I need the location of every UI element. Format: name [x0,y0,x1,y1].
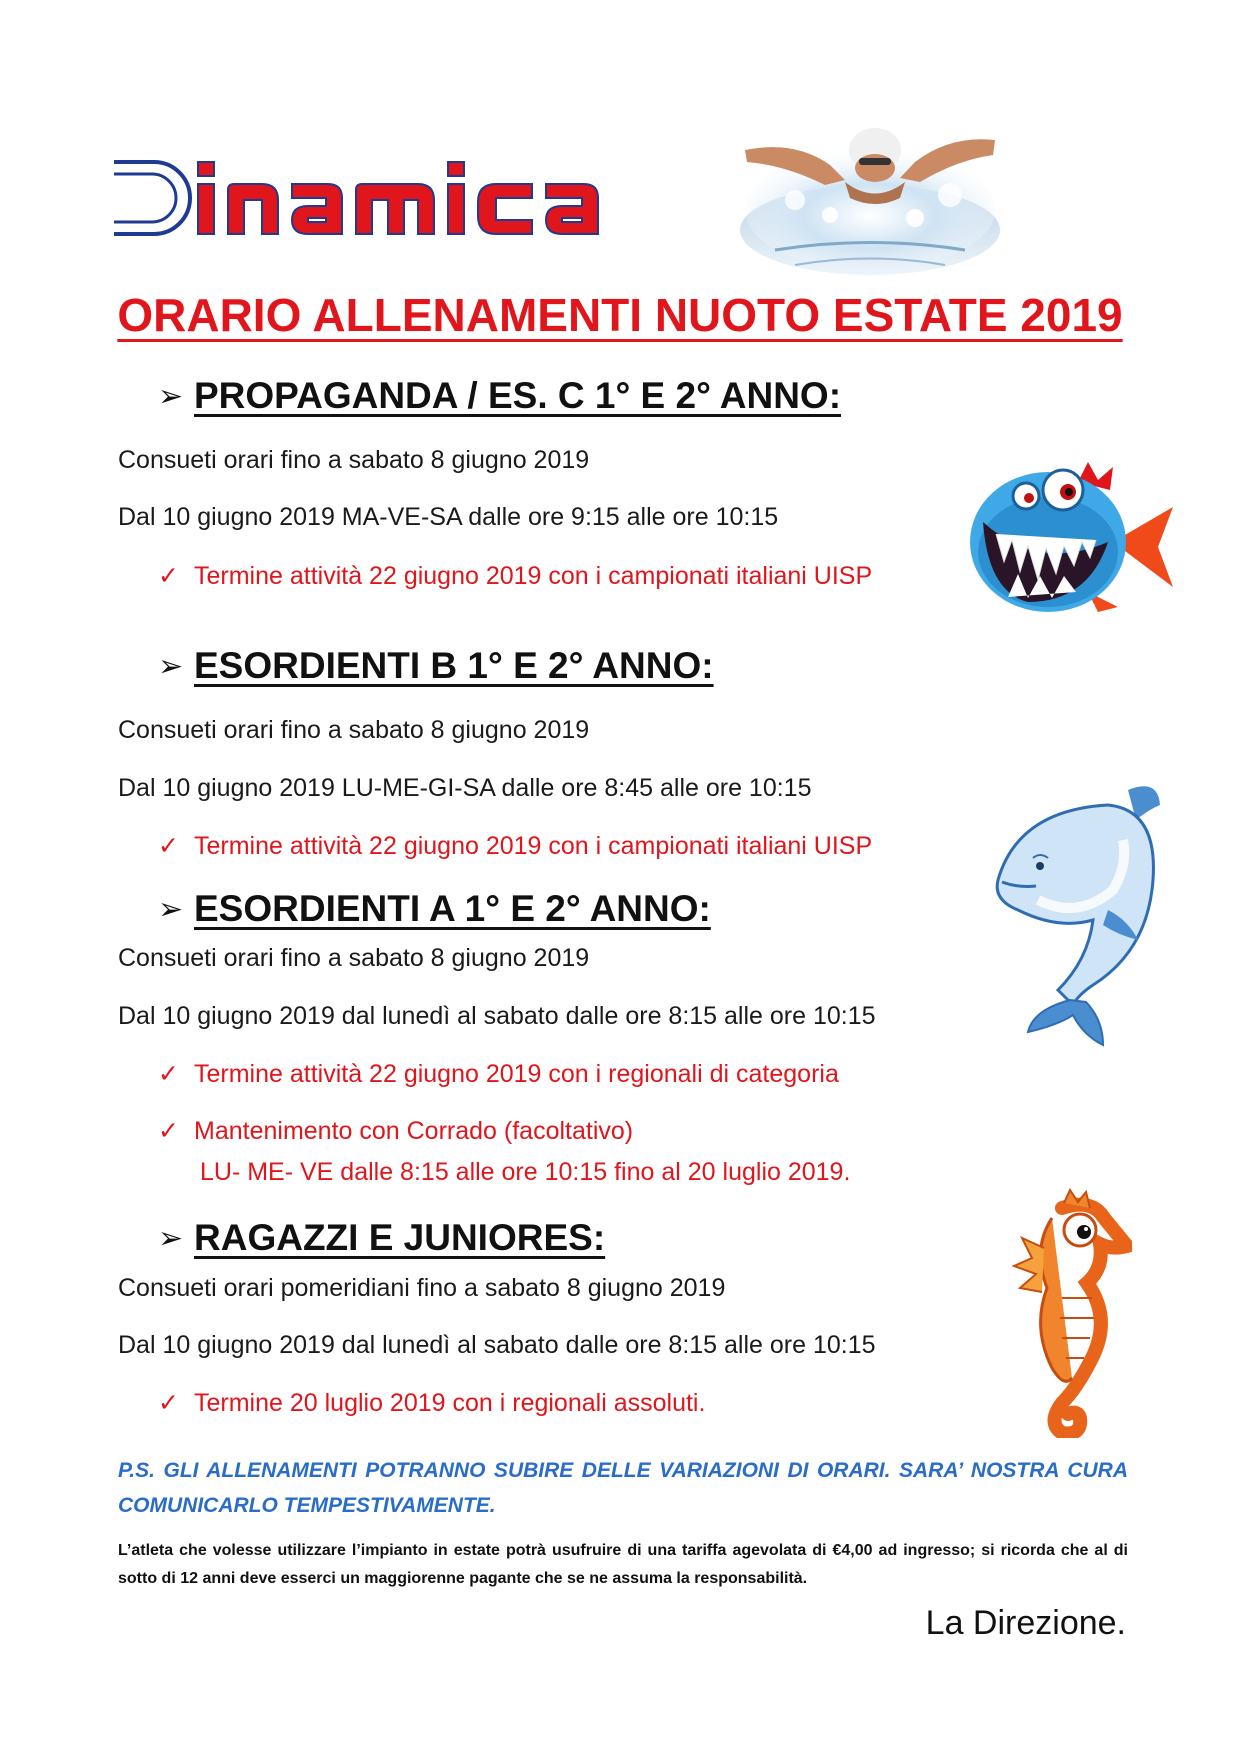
schedule-line: Consueti orari fino a sabato 8 giugno 2019 [118,716,590,744]
schedule-line: Dal 10 giugno 2019 LU-ME-GI-SA dalle ore 8:45 alle ore 10:15 [118,774,812,802]
arrow-bullet-icon: ➢ [158,1222,184,1255]
schedule-line: Dal 10 giugno 2019 MA-VE-SA dalle ore 9:15 alle ore 10:15 [118,503,779,531]
note-item: ✓ Termine attività 22 giugno 2019 con i regionali di categoria [158,1060,839,1088]
note-item: ✓ Termine attività 22 giugno 2019 con i campionati italiani UISP [158,562,873,590]
piranha-cartoon-icon [968,462,1178,622]
ps-notice: P.S. GLI ALLENAMENTI POTRANNO SUBIRE DELLE VARIAZIONI DI ORARI. SARA’ NOSTRA CURA COMUNICARLO TEMPESTIVAMENTE. [118,1459,1128,1517]
note-item: ✓ Mantenimento con Corrado (facoltativo) [158,1117,634,1145]
check-icon: ✓ [158,832,179,860]
schedule-line: Consueti orari fino a sabato 8 giugno 2019 [118,944,590,972]
schedule-line: Dal 10 giugno 2019 dal lunedì al sabato dalle ore 8:15 alle ore 10:15 [118,1331,876,1359]
schedule-line: Consueti orari fino a sabato 8 giugno 2019 [118,446,590,474]
section-heading-esordienti-a: ➢ ESORDIENTI A 1° E 2° ANNO: [158,888,711,929]
note-item: ✓ Termine 20 luglio 2019 con i regionali assoluti. [158,1389,706,1417]
swimmer-photo [735,110,1005,280]
seahorse-cartoon-icon [992,1188,1132,1438]
check-icon: ✓ [158,562,179,590]
check-icon: ✓ [158,1389,179,1417]
arrow-bullet-icon: ➢ [158,380,184,413]
footnote: L’atleta che volesse utilizzare l’impianto in estate potrà usufruire di una tariffa agevolata di €4,00 ad ingresso; si ricorda che al di sotto di 12 anni deve esserci un maggiorenne pagante che se ne assuma la responsabilità. [118,1542,1128,1587]
page-title: ORARIO ALLENAMENTI NUOTO ESTATE 2019 [117,289,1123,341]
arrow-bullet-icon: ➢ [158,650,184,683]
note-item: ✓ Termine attività 22 giugno 2019 con i campionati italiani UISP [158,832,873,860]
schedule-line: Dal 10 giugno 2019 dal lunedì al sabato dalle ore 8:15 alle ore 10:15 [118,1002,876,1030]
dolphin-cartoon-icon [978,770,1178,1050]
check-icon: ✓ [158,1117,179,1145]
section-heading-ragazzi-juniores: ➢ RAGAZZI E JUNIORES: [158,1217,606,1258]
check-icon: ✓ [158,1060,179,1088]
signature: La Direzione. [925,1604,1126,1642]
section-heading-esordienti-b: ➢ ESORDIENTI B 1° E 2° ANNO: [158,645,714,686]
arrow-bullet-icon: ➢ [158,893,184,926]
section-heading-propaganda: ➢ PROPAGANDA / ES. C 1° E 2° ANNO: [158,375,842,416]
schedule-line: Consueti orari pomeridiani fino a sabato 8 giugno 2019 [118,1274,726,1302]
note-continuation: LU- ME- VE dalle 8:15 alle ore 10:15 fino al 20 luglio 2019. [200,1158,851,1186]
dinamica-logo [112,156,702,238]
